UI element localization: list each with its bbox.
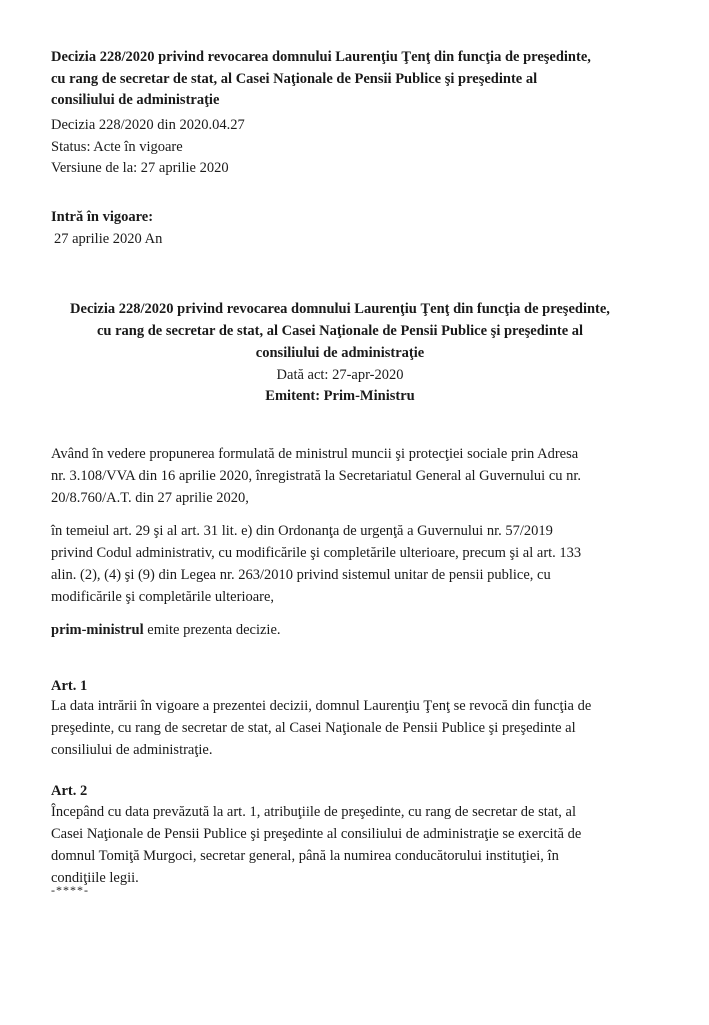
article-1-title: Art. 1 xyxy=(51,678,88,694)
document-title-line: Decizia 228/2020 privind revocarea domnului Laurenţiu Ţenţ din funcţia de preşedinte, xyxy=(70,301,610,317)
article-line: consiliului de administraţie. xyxy=(51,742,213,758)
article-line: domnul Tomiţă Murgoci, secretar general, până la numirea conducătorului instituţiei, în xyxy=(51,848,559,864)
header-title xyxy=(51,47,641,112)
legal-basis-paragraph xyxy=(51,520,636,608)
document-title-line: cu rang de secretar de stat, al Casei Naţionale de Pensii Publice şi preşedinte al xyxy=(96,323,584,339)
article-2-title: Art. 2 xyxy=(51,783,88,799)
header-title-line: cu rang de secretar de stat, al Casei Naţionale de Pensii Publice şi preşedinte al xyxy=(51,70,538,87)
article-line: Casei Naţionale de Pensii Publice şi preşedinte al consiliului de administraţie se exercită de xyxy=(51,826,582,842)
paragraph-line: alin. (2), (4) şi (9) din Legea nr. 263/2010 privind sistemul unitar de pensii publice, cu xyxy=(51,567,551,583)
article-1-body xyxy=(51,695,636,761)
effect-label: Intră în vigoare: xyxy=(51,209,154,225)
article-line: La data intrării în vigoare a prezentei decizii, domnul Laurenţiu Ţenţ se revocă din funcţia de xyxy=(51,698,592,714)
paragraph-line: privind Codul administrativ, cu modificările şi completările ulterioare, precum şi al art. 133 xyxy=(51,545,582,561)
preamble-paragraph xyxy=(51,443,636,509)
document-title xyxy=(51,298,629,364)
header-title-line: consiliului de administraţie xyxy=(51,92,220,108)
header-title-line: Decizia 228/2020 privind revocarea domnului Laurenţiu Ţenţ din funcţia de preşedinte, xyxy=(51,49,591,65)
paragraph-line: Având în vedere propunerea formulată de ministrul muncii şi protecţiei sociale prin Adresa xyxy=(51,446,579,462)
issuer-paragraph xyxy=(51,619,636,641)
issuer-statement: emite prezenta decizie. xyxy=(143,622,281,638)
header-meta xyxy=(51,115,245,180)
article-line: condiţiile legii. xyxy=(51,870,139,886)
issuer-name: prim-ministrul xyxy=(51,622,144,638)
paragraph-line: în temeiul art. 29 şi al art. 31 lit. e) din Ordonanţa de urgenţă a Guvernului nr. 57/2019 xyxy=(51,523,553,539)
article-2-body xyxy=(51,801,636,889)
end-mark: -****- xyxy=(51,883,89,897)
article-line: Începând cu data prevăzută la art. 1, atribuţiile de preşedinte, cu rang de secretar de stat, al xyxy=(51,804,576,820)
paragraph-line: modificările şi completările ulterioare, xyxy=(51,589,275,605)
effect-value: 27 aprilie 2020 An xyxy=(54,231,163,247)
emitent: Emitent: Prim-Ministru xyxy=(265,388,415,404)
document-title-line: consiliului de administraţie xyxy=(255,345,425,361)
act-date: Dată act: 27-apr-2020 xyxy=(276,367,404,383)
decision-number: Decizia 228/2020 din 2020.04.27 xyxy=(51,117,245,133)
article-line: preşedinte, cu rang de secretar de stat, al Casei Naţionale de Pensii Publice şi preşedinte al xyxy=(51,720,576,736)
paragraph-line: nr. 3.108/VVA din 16 aprilie 2020, înregistrată la Secretariatul General al Guvernului cu nr. xyxy=(51,468,582,484)
version-text: Versiune de la: 27 aprilie 2020 xyxy=(51,160,229,176)
status-text: Status: Acte în vigoare xyxy=(51,138,183,155)
paragraph-line: 20/8.760/A.T. din 27 aprilie 2020, xyxy=(51,490,249,506)
